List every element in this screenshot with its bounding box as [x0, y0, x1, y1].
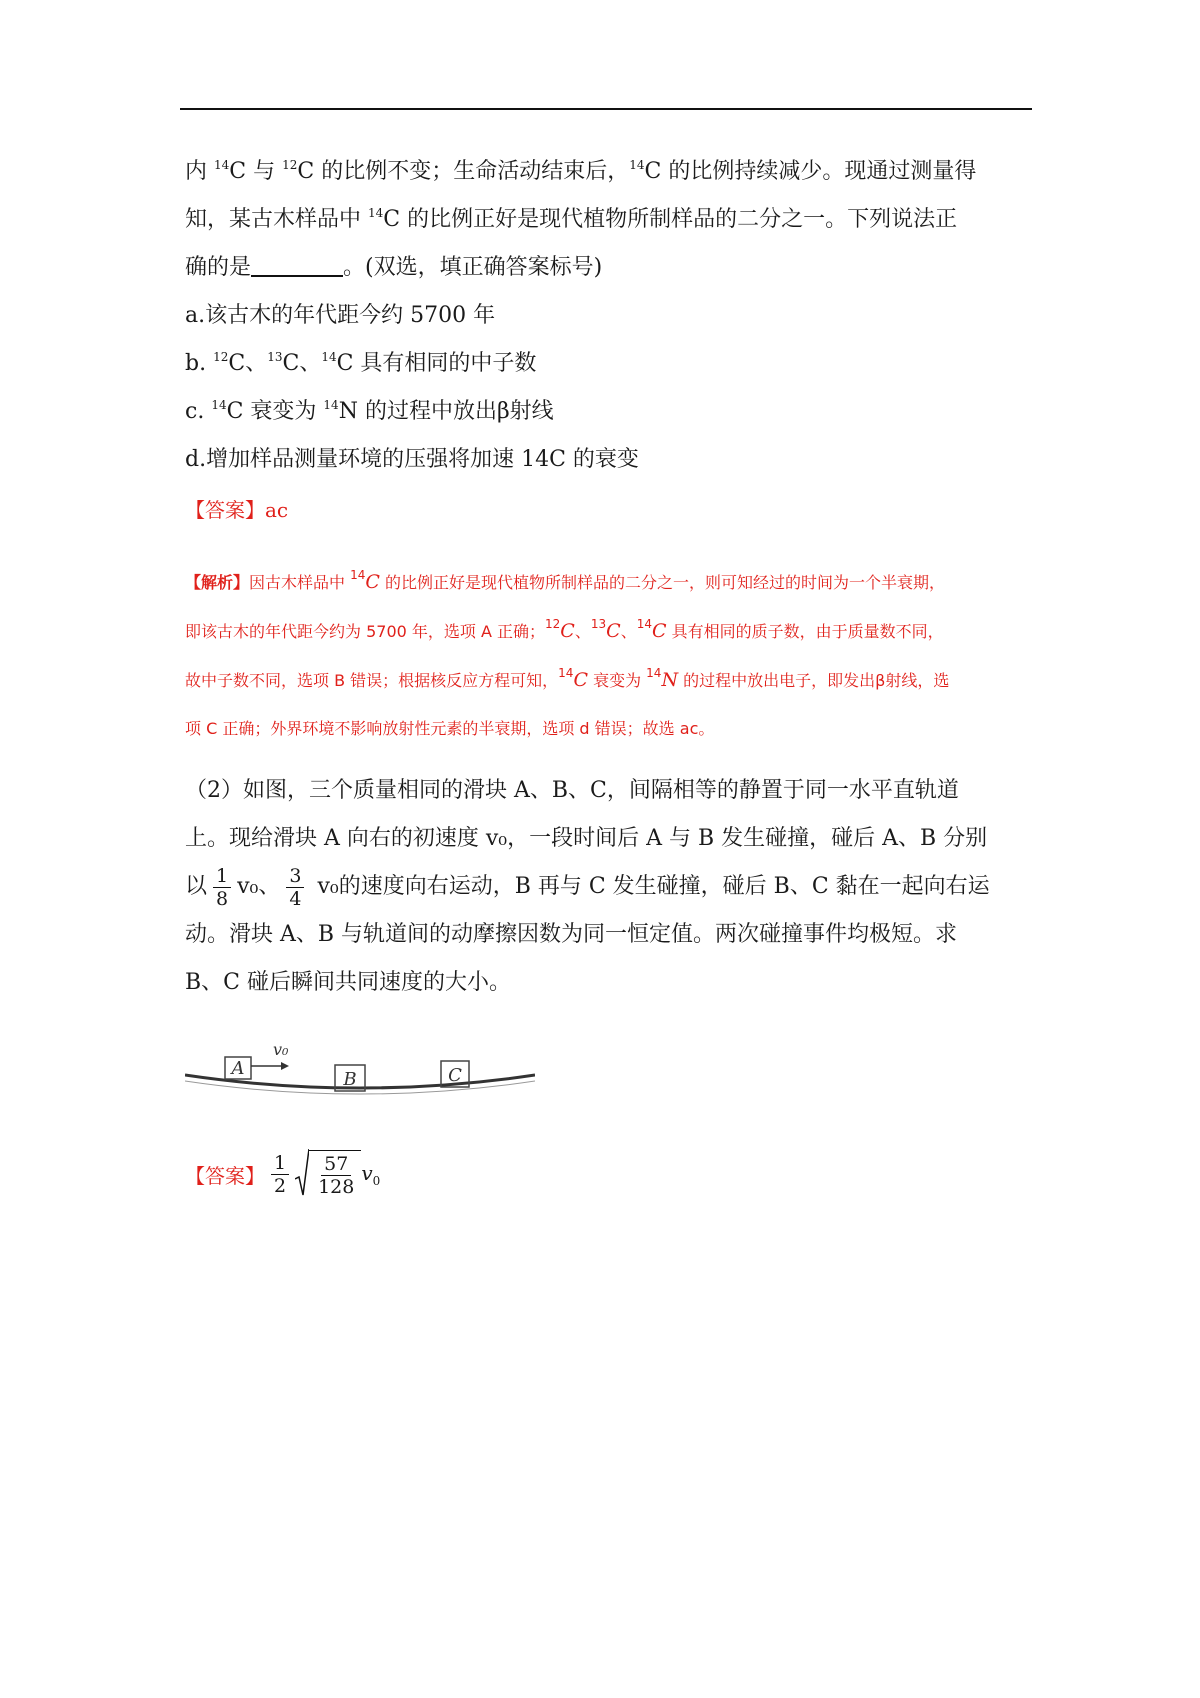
option-d: d.增加样品测量环境的压强将加速 14C 的衰变: [185, 447, 639, 472]
q2-line-1: （2）如图，三个质量相同的滑块 A、B、C，间隔相等的静置于同一水平直轨道: [185, 778, 959, 803]
question-2: [185, 767, 1035, 1007]
velocity-label: v₀: [273, 1040, 289, 1059]
fraction-one-eighth: $\frac{1}{8}$: [213, 865, 231, 910]
option-c: c. $^{14}$C 衰变为 $^{14}$N 的过程中放出β射线: [185, 398, 554, 424]
q1-line-1: 内 $^{14}$C 与 $^{12}$C 的比例不变；生命活动结束后，$^{14}$C 的比例持续减少。现通过测量得: [185, 158, 977, 184]
explanation: [185, 558, 1035, 753]
option-b: b. $^{12}$C、$^{13}$C、$^{14}$C 具有相同的中子数: [185, 350, 537, 376]
track-diagram: [185, 1033, 535, 1113]
answer-fraction-half: $\frac{1}{2}$: [271, 1152, 289, 1197]
answer-sqrt: [295, 1149, 361, 1199]
option-a: a.该古木的年代距今约 5700 年: [185, 303, 496, 328]
answer-label: 【答案】: [185, 1163, 265, 1188]
answer-blank: [251, 253, 343, 277]
q2-line-4: 动。滑块 A、B 与轨道间的动摩擦因数为同一恒定值。两次碰撞事件均极短。求: [185, 922, 958, 947]
explanation-line-3: 故中子数不同，选项 B 错误；根据核反应方程可知，$^{14}$C 衰变为 $^{14}$N 的过程中放出电子，即发出β射线，选: [185, 666, 950, 691]
radical-sign: [295, 1149, 309, 1199]
q1-answer: 【答案】ac: [185, 498, 289, 522]
document-body: [185, 148, 1035, 1199]
q2-line-5: B、C 碰后瞬间共同速度的大小。: [185, 970, 511, 995]
block-c-label: C: [448, 1065, 462, 1086]
block-b-label: B: [343, 1069, 357, 1090]
velocity-arrow-head: [281, 1062, 289, 1070]
explanation-line-1: 【解析】因古木样品中 $^{14}$C 的比例正好是现代植物所制样品的二分之一，则可知经过的时间为一个半衰期，: [185, 568, 946, 593]
explanation-line-4: 项 C 正确；外界环境不影响放射性元素的半衰期，选项 d 错误；故选 ac。: [185, 719, 715, 738]
q2-answer: [185, 1149, 1035, 1199]
answer-fraction-root: $\frac{57}{128}$: [318, 1153, 355, 1198]
q1-line-3: 确的是 。(双选，填正确答案标号): [185, 255, 603, 280]
fraction-three-quarters: $\frac{3}{4}$: [286, 865, 304, 910]
explanation-line-2: 即该古木的年代距今约为 5700 年，选项 A 正确；$^{12}$C、$^{13}$C、$^{14}$C 具有相同的质子数，由于质量数不同，: [185, 617, 944, 642]
block-a-label: A: [231, 1058, 245, 1079]
answer-v0: $v_0$: [361, 1160, 381, 1188]
q2-line-2: 上。现给滑块 A 向右的初速度 v₀，一段时间后 A 与 B 发生碰撞，碰后 A、B 分别: [185, 826, 988, 851]
q2-line-3: 以 $\frac{1}{8}$ v₀、 $\frac{3}{4}$ v₀的速度向右运动，B 再与 C 发生碰撞，碰后 B、C 黏在一起向右运: [185, 864, 990, 910]
q1-line-2: 知，某古木样品中 $^{14}$C 的比例正好是现代植物所制样品的二分之一。下列说法正: [185, 206, 958, 232]
header-rule: [180, 108, 1032, 110]
